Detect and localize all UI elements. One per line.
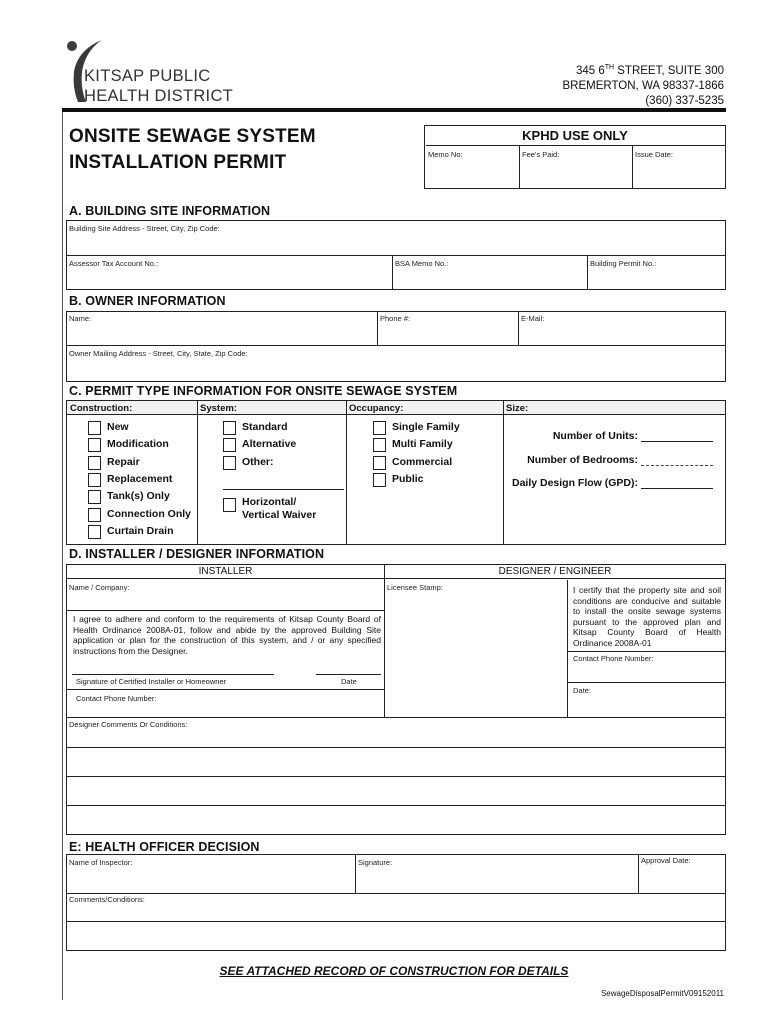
owner-name-field[interactable]: Name:	[69, 314, 92, 323]
installer-name-divider	[67, 610, 384, 611]
checkbox-modification[interactable]	[88, 438, 101, 452]
org-line1: KITSAP PUBLIC	[84, 67, 211, 85]
checkbox-other[interactable]	[223, 456, 236, 470]
kphd-memo-field[interactable]: Memo No:	[428, 150, 463, 159]
owner-phone-field[interactable]: Phone #:	[380, 314, 411, 323]
section-c-sep2	[346, 401, 347, 544]
licensee-stamp-area[interactable]: Licensee Stamp:	[387, 583, 443, 592]
section-e-heading: E: HEALTH OFFICER DECISION	[69, 840, 260, 854]
label-waiver	[242, 496, 316, 522]
address-line2: BREMERTON, WA 98337-1866	[562, 79, 724, 92]
label-tanks-only: Tank(s) Only	[107, 490, 170, 502]
kphd-fees-field[interactable]: Fee's Paid:	[522, 150, 560, 159]
phone-line: (360) 337-5235	[645, 94, 724, 107]
checkbox-connection-only[interactable]	[88, 508, 101, 522]
label-multi-family: Multi Family	[392, 438, 453, 450]
site-address-field[interactable]: Building Site Address - Street, City, Zip Code:	[69, 224, 220, 233]
footer-note: SEE ATTACHED RECORD OF CONSTRUCTION FOR DETAILS	[219, 964, 569, 978]
label-number-of-units: Number of Units:	[552, 430, 638, 442]
address1-sup: TH	[604, 64, 615, 71]
comments-line-3	[67, 805, 725, 806]
designer-date-field[interactable]: Date:	[573, 686, 591, 695]
section-b-sep1	[377, 312, 378, 345]
designer-certify-text: I certify that the property site and soil conditions are conducive and suitable to install the onsite sewage systems pursuant to the approved plan and Kitsap County Board of Health Ordinance 2008A-01	[573, 585, 721, 648]
checkbox-tanks-only[interactable]	[88, 490, 101, 504]
checkbox-new[interactable]	[88, 421, 101, 435]
label-daily-design-flow: Daily Design Flow (GPD):	[511, 477, 638, 489]
checkbox-multi-family[interactable]	[373, 438, 386, 452]
kphd-divider	[426, 145, 725, 146]
installer-heading: INSTALLER	[198, 566, 253, 577]
installer-contact-phone-field[interactable]: Contact Phone Number:	[76, 694, 157, 703]
page-title	[69, 124, 316, 176]
section-a-divider	[67, 255, 725, 256]
col-occupancy: Occupancy:	[349, 403, 404, 414]
section-b-divider	[67, 345, 725, 346]
label-number-of-bedrooms: Number of Bedrooms:	[527, 454, 638, 466]
checkbox-replacement[interactable]	[88, 473, 101, 487]
section-d-sep-main	[384, 565, 385, 717]
installer-signature-line[interactable]	[72, 674, 274, 675]
owner-email-field[interactable]: E-Mail:	[521, 314, 545, 323]
bsa-memo-field[interactable]: BSA Memo No.:	[395, 259, 449, 268]
tax-account-field[interactable]: Assessor Tax Account No.:	[69, 259, 159, 268]
section-c-sep3	[503, 401, 504, 544]
designer-heading: DESIGNER / ENGINEER	[498, 566, 612, 577]
checkbox-alternative[interactable]	[223, 438, 236, 452]
address-line1	[563, 60, 725, 79]
designer-text-divider	[568, 651, 725, 652]
label-single-family: Single Family	[392, 421, 460, 433]
label-new: New	[107, 421, 129, 433]
checkbox-single-family[interactable]	[373, 421, 386, 435]
installer-date-line[interactable]	[316, 674, 381, 675]
label-other: Other:	[242, 456, 274, 468]
building-permit-field[interactable]: Building Permit No.:	[590, 259, 657, 268]
section-a-sep2	[587, 256, 588, 290]
inspector-name-field[interactable]: Name of Inspector:	[69, 858, 133, 867]
label-commercial: Commercial	[392, 456, 453, 468]
section-d-sep-stamp	[567, 580, 568, 717]
waiver-line1: Horizontal/	[242, 496, 297, 508]
kphd-col-sep2	[632, 146, 633, 188]
section-c-sep1	[197, 401, 198, 544]
title-line1: ONSITE SEWAGE SYSTEM	[69, 126, 316, 147]
label-repair: Repair	[107, 456, 140, 468]
col-system: System:	[200, 403, 237, 414]
label-curtain-drain: Curtain Drain	[107, 525, 174, 537]
section-a-heading: A. BUILDING SITE INFORMATION	[69, 204, 271, 218]
section-a-sep1	[392, 256, 393, 290]
label-modification: Modification	[107, 438, 169, 450]
col-construction: Construction:	[70, 403, 133, 414]
margin-rule	[62, 112, 63, 1000]
section-e-sep1	[355, 855, 356, 893]
label-public: Public	[392, 473, 424, 485]
kphd-col-sep1	[519, 146, 520, 188]
installer-agreement-text: I agree to adhere and conform to the requirements of Kitsap County Board of Health Ordinance 2008A-01, follow and abide by the approved Building Site application or plan for the construction of this system, and / or any specified instructions from the Designer.	[73, 614, 381, 656]
other-system-line[interactable]	[223, 489, 344, 490]
label-replacement: Replacement	[107, 473, 173, 485]
installer-date-label: Date	[341, 677, 357, 686]
section-b-heading: B. OWNER INFORMATION	[69, 294, 226, 308]
health-comments-line	[67, 921, 725, 922]
col-size: Size:	[506, 403, 529, 414]
designer-phone-divider	[568, 682, 725, 683]
installer-signature-label: Signature of Certified Installer or Homeowner	[76, 677, 227, 686]
designer-contact-phone-field[interactable]: Contact Phone Number:	[573, 654, 654, 663]
section-e-sep2	[638, 855, 639, 893]
inspector-signature-field[interactable]: Signature:	[358, 858, 393, 867]
checkbox-commercial[interactable]	[373, 456, 386, 470]
section-d-heading: D. INSTALLER / DESIGNER INFORMATION	[69, 547, 325, 561]
org-name	[84, 66, 233, 106]
org-line2: HEALTH DISTRICT	[84, 87, 234, 105]
label-standard: Standard	[242, 421, 288, 433]
form-id: SewageDisposalPermitV09152011	[600, 989, 724, 998]
address-block	[563, 60, 725, 109]
checkbox-waiver[interactable]	[223, 498, 236, 512]
number-of-units-input[interactable]	[641, 441, 713, 442]
comments-line-1	[67, 747, 725, 748]
section-b-sep2	[518, 312, 519, 345]
designer-comments-field[interactable]: Designer Comments Or Conditions:	[69, 720, 188, 729]
designer-comments-divider	[67, 717, 725, 718]
waiver-line2: Vertical Waiver	[242, 509, 317, 521]
address1-pre: 345 6	[575, 64, 605, 77]
checkbox-standard[interactable]	[223, 421, 236, 435]
name-company-field[interactable]: Name / Company:	[69, 583, 130, 592]
kphd-heading: KPHD USE ONLY	[522, 128, 628, 143]
number-of-bedrooms-input[interactable]	[641, 465, 713, 466]
section-e-box	[66, 854, 726, 951]
label-connection-only: Connection Only	[107, 508, 191, 520]
kphd-issue-field[interactable]: Issue Date:	[635, 150, 673, 159]
comments-line-2	[67, 776, 725, 777]
checkbox-public[interactable]	[373, 473, 386, 487]
owner-mailing-field[interactable]: Owner Mailing Address - Street, City, State, Zip Code:	[69, 349, 248, 358]
header-rule	[62, 108, 726, 112]
installer-sig-divider	[67, 689, 384, 690]
daily-design-flow-input[interactable]	[641, 488, 713, 489]
label-alternative: Alternative	[242, 438, 297, 450]
checkbox-curtain-drain[interactable]	[88, 525, 101, 539]
title-line2: INSTALLATION PERMIT	[69, 152, 287, 173]
section-c-heading: C. PERMIT TYPE INFORMATION FOR ONSITE SEWAGE SYSTEM	[69, 384, 458, 398]
health-comments-field[interactable]: Comments/Conditions:	[69, 895, 145, 904]
address1-post: STREET, SUITE 300	[614, 64, 724, 77]
checkbox-repair[interactable]	[88, 456, 101, 470]
approval-date-field[interactable]: Approval Date:	[641, 856, 691, 865]
section-e-divider	[67, 893, 725, 894]
